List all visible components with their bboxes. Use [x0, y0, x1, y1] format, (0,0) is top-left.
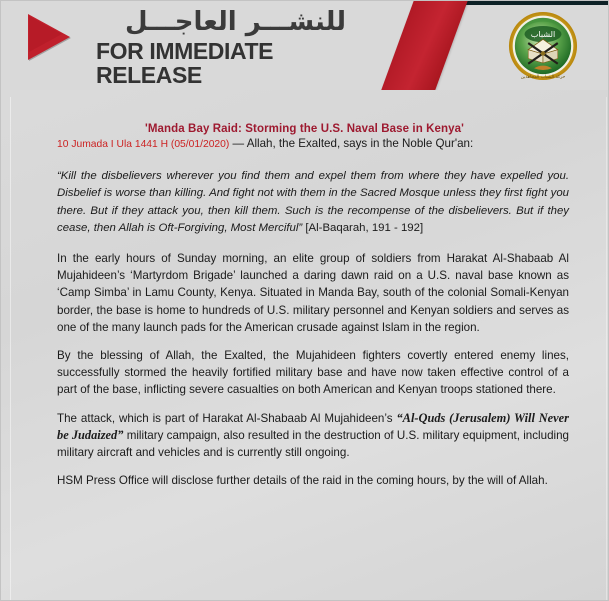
svg-text:حركة الشباب المجاهدين: حركة الشباب المجاهدين — [520, 74, 566, 80]
header-banner — [0, 0, 609, 90]
svg-text:الشباب: الشباب — [530, 29, 556, 40]
body-text-wrapper — [0, 135, 609, 489]
date-and-lead-paragraph — [57, 135, 569, 153]
arabic-release-text: للنشـــر العاجـــل — [124, 7, 346, 37]
campaign-text-before: The attack, which is part of Harakat Al-Shabaab Al Mujahideen’s — [57, 411, 397, 425]
quran-quote-text: “Kill the disbelievers wherever you find them and expel them from where they have expelled you. Disbelief is worse than killing. And fight not with them in the Sacred Mosque unless they first fight you there. But if they attack you, then kill them. Such is the recompense of the disbelievers. But if they cease, then Allah is Oft-Forgiving, Most Merciful” — [57, 170, 569, 234]
campaign-text-after: military campaign, also resulted in the destruction of U.S. military equipment, including military aircraft and vehicles and is currently still ongoing. — [57, 428, 569, 460]
campaign-name: “Al-Quds (Jerusalem) Will Never be Judaized” — [57, 410, 569, 442]
organization-emblem-icon — [506, 9, 580, 83]
lead-after-date-text: — Allah, the Exalted, says in the Noble Qur'an: — [229, 137, 474, 150]
release-headline-block — [96, 8, 356, 87]
release-date: 10 Jumada I Ula 1441 H (05/01/2020) — [57, 139, 230, 150]
page-title: 'Manda Bay Raid: Storming the U.S. Naval Base in Kenya' — [145, 123, 464, 135]
paragraph-campaign — [57, 410, 569, 462]
red-diagonal-band — [380, 0, 470, 90]
document-body — [0, 97, 609, 601]
paragraph-raid-details: In the early hours of Sunday morning, an elite group of soldiers from Harakat Al-Shabaab Al Mujahideen’s ‘Martyrdom Brigade’ launched a daring dawn raid on a U.S. naval base known as ‘Camp Simba’ in Lamu County, Kenya. Situated in Manda Bay, south of the colonial Somali-Kenyan border, the base is home to hundreds of U.S. military personnel and Kenyan soldiers and serves as one of the many launch pads for the American crusade against Islam in the region. — [57, 252, 569, 334]
quran-quote — [57, 168, 569, 237]
paragraph-base-control: By the blessing of Allah, the Exalted, the Mujahideen fighters covertly entered enemy lines, successfully stormed the heavily fortified military base and have now taken effective control of a part of the base, inflicting severe casualties on both American and Kenyan troops stationed there. — [57, 349, 569, 397]
paragraph-press-office-closing: HSM Press Office will disclose further details of the raid in the coming hours, by the will of Allah. — [57, 474, 548, 488]
english-release-text: FOR IMMEDIATE RELEASE — [96, 37, 274, 89]
play-triangle-highlight-icon — [29, 16, 62, 52]
header-top-bar-notch — [0, 0, 432, 5]
quran-quote-reference: [Al-Baqarah, 191 - 192] — [302, 221, 424, 234]
